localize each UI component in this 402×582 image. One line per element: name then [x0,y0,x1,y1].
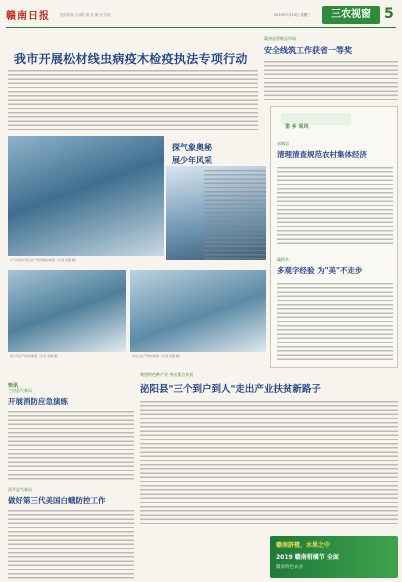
bottom-main-article [140,372,398,534]
masthead-slogans: 报时新闻 全球报 服 务 赣 州 发展 [60,13,111,17]
bottom-main-headline: 泌阳县"三个到户到人"走出产业扶贫新路子 [140,384,321,395]
photo-bottom-right-caption: 学生们在气象局参观（记者 宋耀 摄） [132,354,182,358]
masthead-logo: 赣南日报 [6,11,50,22]
photo-story-text [204,170,266,262]
feature-banner [281,113,351,130]
right-top-article [264,36,398,100]
feature2-text [277,283,393,363]
quick-news-banner-label: 快讯 [8,383,19,389]
ad-line-2: 2019 赣南柑橘节 全面 [276,554,339,561]
photo-story-title-line2: 展少年风采 [172,156,212,165]
masthead [6,4,396,28]
photo-bottom-left-caption: 青少年在气象台参观（记者 宋耀 摄） [10,354,60,358]
quick-news-banner [8,372,134,389]
photo-story-title-line1: 探气象奥秘 [172,143,212,152]
section-title: 三农视窗 [331,9,371,20]
section-tab [322,6,380,24]
feature-kicker: 南城县 [277,141,289,146]
right-top-kicker: 赣州县管辖县市场 [264,36,296,41]
quick-item-1-kicker: 兰田县气象局 [8,388,32,393]
photo-main-caption: 小气象爱好者们在气象观测站参观（记者 宋耀 摄） [10,258,78,262]
feature2-headline: 多观字经验 为"美"不走步 [277,266,363,275]
quick-item-2-kicker: 西平县气象局 [8,487,32,492]
main-article-text [8,70,258,132]
page-number: 5 [384,6,394,22]
photo-bottom-right [130,270,266,352]
feature-headline: 清理清查规范农村集体经济 [277,150,367,159]
quick-item-1-text [8,411,134,481]
quick-item-2-headline: 做好第三代美国白蛾防控工作 [8,496,106,505]
feature-banner-label: 里 乡 采风 [285,124,309,130]
bottom-main-text [140,401,398,527]
feature2-kicker: 赣桥乡 [277,257,289,262]
feature-text [277,167,393,247]
quick-news [8,372,134,578]
photo-story-title [172,142,252,166]
photo-bottom-left [8,270,126,352]
right-top-headline: 安全线筑工作获省一等奖 [264,46,352,55]
bottom-ad [270,536,398,578]
ad-line-1: 赣南脐橙，水果之中 [276,542,331,549]
right-top-text [264,61,398,103]
quick-item-1-headline: 开展消防应急演练 [8,397,68,406]
quick-item-2-text [8,510,134,580]
photo-main [8,136,164,256]
ad-line-3: 赣南特色农业 [276,565,303,570]
feature-box [270,106,398,368]
bottom-main-kicker: 聚焦特色种产业 突出重点扶贫 [140,372,194,377]
main-headline: 我市开展松材线虫病疫木检疫执法专项行动 [14,52,248,66]
masthead-date: 2019年7月10日 星期三 [274,13,311,17]
